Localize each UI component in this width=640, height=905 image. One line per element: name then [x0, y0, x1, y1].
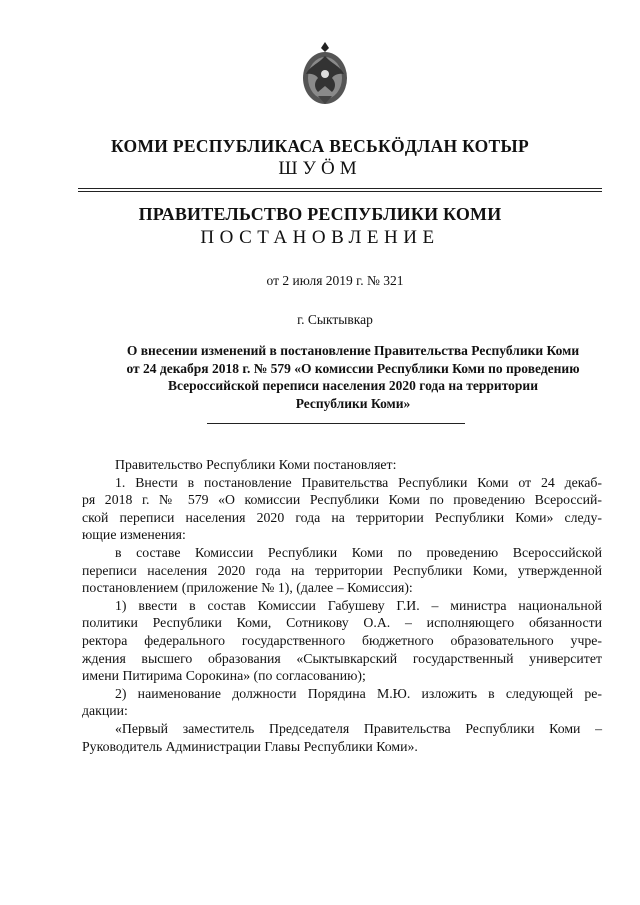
document-city: г. Сыктывкар: [297, 312, 373, 327]
body-line: постановлением (приложение № 1), (далее – Комиссия):: [82, 580, 413, 596]
body-line: ждения высшего образования «Сыктывкарский государственный университет: [82, 650, 602, 666]
document-subject: [108, 342, 598, 412]
body-line: 1. Внести в постановление Правительства Республики Коми от 24 декаб-: [115, 474, 602, 490]
subject-line: Республики Коми»: [295, 395, 411, 411]
header-divider: [78, 191, 602, 192]
government-title: ПРАВИТЕЛЬСТВО РЕСПУБЛИКИ КОМИ: [138, 204, 502, 224]
subject-line: О внесении изменений в постановление Правительства Республики Коми: [126, 343, 580, 358]
subject-divider: [207, 423, 465, 424]
komi-government-title: КОМИ РЕСПУБЛИКАСА ВЕСЬКӦДЛАН КОТЫР: [110, 136, 529, 156]
body-line: 1) ввести в состав Комиссии Габушеву Г.И. – министра национальной: [115, 597, 602, 613]
body-line: Руководитель Администрации Главы Республики Коми».: [82, 738, 418, 754]
document-body: [82, 456, 602, 755]
document-date-number: от 2 июля 2019 г. № 321: [266, 273, 404, 288]
subject-line: от 24 декабря 2018 г. № 579 «О комиссии Республики Коми по проведению: [126, 360, 580, 376]
body-line: «Первый заместитель Председателя Правительства Республики Коми –: [115, 720, 602, 736]
body-line: Правительство Республики Коми постановляет:: [115, 457, 397, 472]
body-line: ря 2018 г. № 579 «О комиссии Республики Коми по проведению Всероссий-: [82, 492, 602, 508]
header-divider: [78, 188, 602, 189]
resolution-title: ПОСТАНОВЛЕНИЕ: [200, 227, 440, 248]
body-line: 2) наименование должности Порядина М.Ю. изложить в следующей ре-: [115, 685, 602, 701]
body-line: имени Питирима Сорокина» (по согласованию);: [82, 668, 366, 684]
body-line: ректора федерального государственного бюджетного образовательного учре-: [82, 632, 602, 648]
body-line: политики Республики Коми, Сотникову О.А. – исполняющего обязанности: [82, 615, 602, 631]
body-line: ющие изменения:: [82, 527, 186, 543]
body-line: дакции:: [82, 703, 128, 719]
subject-line: Всероссийской переписи населения 2020 года на территории: [168, 378, 538, 393]
body-line: ской переписи населения 2020 года на территории Республики Коми» следу-: [82, 509, 602, 525]
body-line: в составе Комиссии Республики Коми по проведению Всероссийской: [115, 544, 602, 560]
body-line: переписи населения 2020 года на территории Республики Коми, утвержденной: [82, 562, 602, 578]
coat-of-arms-emblem: [300, 40, 350, 108]
komi-resolution-title: ШУӦМ: [278, 158, 362, 179]
